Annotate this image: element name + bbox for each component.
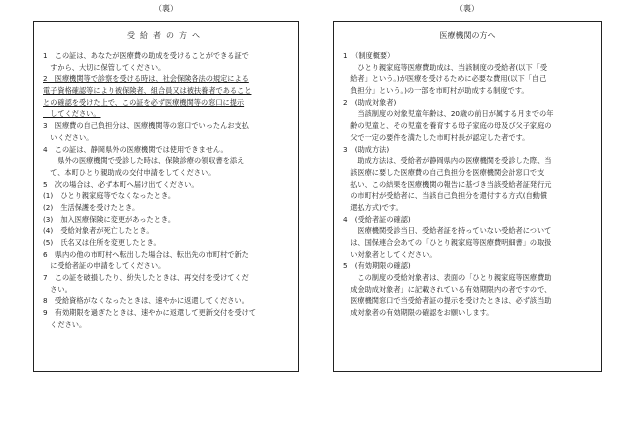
text-line: ください。 [43,319,87,329]
text-line: してください。 [43,109,101,119]
text-line: 7 この証を破損したり、紛失したときは、再交付を受けてくだ [43,273,249,283]
text-line: 当該制度の対象児童年齢は、20歳の前日が属する月までの年 [343,109,554,119]
text-line: 給者」という。)が医療を受けるために必要な費用(以下「自己 [343,74,547,84]
text-line: 負担分」という。)の一部を市町村が助成する制度です。 [343,86,529,96]
right-page-label: （裏） [455,4,479,13]
text-line: 4 (受給者証の確認) [343,214,411,224]
text-line: 還払方式)です。 [343,202,403,212]
text-line: (2) 生活保護を受けたとき。 [43,202,140,212]
text-line: 成対象者の有効期限の確認をお願いします。 [343,308,494,318]
text-line: の市町村が受給者に、当該自己負担分を還付する方式(自動償 [343,191,548,201]
text-line: いください。 [43,132,94,142]
text-line: 助成方法は、受給者が静岡県内の医療機関を受診した際、当 [343,156,552,166]
text-line: い対象者としてください。 [343,249,437,259]
text-line: 医療機関受診当日、受給者証を持っていない受給者について [343,226,552,236]
text-line: 5 次の場合は、必ず本町へ届け出てください。 [43,179,199,189]
text-line: 齢の児童と、その児童を養育する母子家庭の母及び父子家庭の [343,121,552,131]
text-line: 8 受給資格がなくなったときは、速やかに返還してください。 [43,296,249,306]
text-line: 成金助成対象者」に記載されている有効期限内の者ですので、 [343,284,552,294]
text-line: 4 この証は、静岡県外の医療機関では使用できません。 [43,144,228,154]
patient-notice-body [43,50,289,331]
text-line: 3 (助成方法) [343,144,390,154]
text-line: (4) 受給対象者が死亡したとき。 [43,226,154,236]
text-line: 2 (助成対象者) [343,97,397,107]
text-line: は、国保連合会あての「ひとり親家庭等医療費明細書」の取扱 [343,238,552,247]
patient-notice-title: 受給者の方へ [127,31,205,40]
left-page-label: （裏） [154,4,178,13]
text-line: 医療機関窓口で当受給者証の提示を受けたときは、必ず該当助 [343,296,552,306]
text-line: (5) 氏名又は住所を変更したとき。 [43,238,161,247]
text-line: ひとり親家庭等医療費助成は、当該制度の受給者(以下「受 [343,62,548,72]
text-line: さい。 [43,284,72,294]
text-line: すから、大切に保管してください。 [43,62,166,72]
medical-institution-notice-title: 医療機関の方へ [439,31,496,40]
text-line: 該医療に要した医療費の自己負担分を医療機関会計窓口で支 [343,167,545,177]
text-line: に受給者証の申請をしてください。 [43,261,166,271]
medical-institution-notice-panel [333,21,602,372]
text-line: 電子資格確認等により被保険者、組合員又は被扶養者であること [43,86,252,96]
text-line: 9 有効期限を過ぎたときは、速やかに返還して更新交付を受けて [43,308,257,318]
text-line: 払い、この結果を医療機関の報告に基づき当該受給者証発行元 [343,179,552,189]
text-line: との確認を受けた上で、この証を必ず医療機関等の窓口に提示 [43,97,245,107]
text-line: 6 県内の他の市町村へ転出した場合は、転出先の市町村で新た [43,249,249,259]
text-line: 1 （制度概要） [343,51,395,60]
text-line: この制度の受給対象者は、表面の「ひとり親家庭等医療費助 [343,273,552,283]
text-line: 3 医療費の自己負担分は、医療機関等の窓口でいったんお支払 [43,121,249,131]
medical-institution-notice-body [343,50,592,319]
text-line: 2 医療機関等で診察を受ける時は、社会保険各法の規定による [43,74,249,84]
text-line: 県外の医療機関で受診した時は、保険診療の領収書を添え [43,156,245,166]
patient-notice-panel [33,21,299,372]
text-line: て、本町ひとり親助成の交付申請をしてください。 [43,167,216,177]
text-line: (3) 加入医療保険に変更があったとき。 [43,214,176,224]
text-line: (1) ひとり親家庭等でなくなったとき。 [43,191,176,201]
text-line: 1 この証は、あなたが医療費の助成を受けることができる証で [43,51,249,60]
text-line: 5 (有効期限の確認) [343,261,411,271]
text-line: 父で一定の要件を満たした市町村長が認定した者です。 [343,132,530,142]
